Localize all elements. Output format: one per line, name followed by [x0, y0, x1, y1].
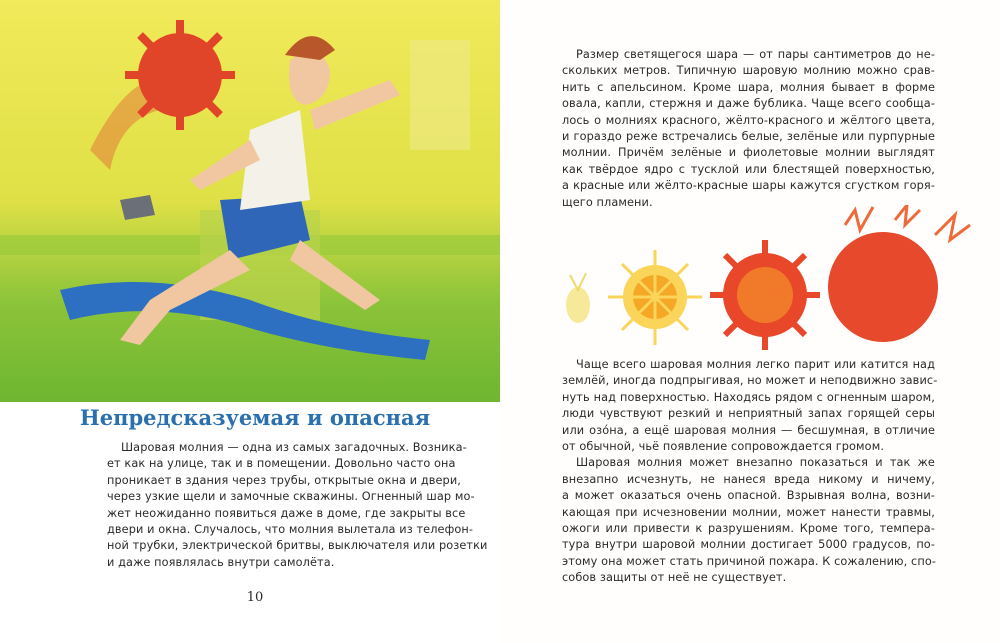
text-line: Чаще всего шаровая молния легко парит или катится над [576, 358, 935, 371]
text-line: а может оказаться очень опасной. Взрывная волна, возни- [562, 489, 935, 503]
text-line: собов защиты от неё не существует. [562, 571, 787, 585]
text-line: а красные или жёлто-красные шары кажутся сгустком горя- [562, 179, 935, 193]
text-line: люди чувствуют резкий и неприятный запах горящей серы [562, 407, 935, 421]
page-number: 10 [246, 590, 264, 605]
text-line: или озóна, а ещё шаровая молния — бесшумная, в отличие [562, 423, 935, 437]
text-line: от обычной, чьё появление сопровождается громом. [562, 440, 885, 454]
ball-lightning-icon [125, 20, 235, 130]
text-line: как твёрдое ядро с тусклой или блестящей поверхностью, [562, 162, 935, 176]
text-line: ожоги или привести к разрушениям. Кроме того, темпера- [562, 522, 935, 536]
drop-lightning-icon [566, 273, 590, 323]
text-line: Шаровая молния может внезапно показаться и так же [576, 456, 935, 470]
body-text-right-top [562, 47, 935, 211]
text-line: лось о молниях красного, жёлто-красного и жёлтого цвета, [562, 113, 935, 127]
text-line: и даже появлялась внутри самолёта. [107, 555, 335, 569]
section-heading: Непредсказуемая и опасная [79, 405, 431, 430]
illustration-man-fleeing-ball-lightning [0, 0, 500, 402]
body-text-right-bottom [562, 357, 938, 587]
text-line: двери и окна. Случалось, что молния вылетала из телефон- [107, 523, 474, 537]
red-ball-lightning-icon [828, 205, 970, 342]
yellow-sun-icon [608, 250, 702, 345]
text-line: Шаровая молния — одна из самых загадочных. Возника- [121, 441, 467, 454]
text-line: нуть над поверхностью. Находясь рядом с огненным шаром, [562, 390, 935, 404]
text-line: тура внутри шаровой молнии достигает 5000 градусов, по- [562, 538, 935, 552]
text-line: ной трубки, электрической бритвы, выключателя или розетки [107, 539, 488, 553]
text-line: жет неожиданно появиться даже в доме, где закрыты все [107, 506, 466, 520]
text-line: ет как на улице, так и в помещении. Довольно часто она [107, 457, 456, 471]
text-line: проникает в здания через трубы, открытые окна и двери, [107, 473, 461, 487]
text-line: и гораздо реже встречались белые, зелёные или пурпурные [562, 130, 935, 144]
text-line: овала, капли, стержня и даже бублика. Чаще всего сообща- [562, 97, 935, 111]
text-line: нить с апельсином. Кроме шара, молния бывает в форме [562, 80, 935, 94]
body-text-left [107, 440, 488, 571]
text-line: землёй, иногда подпрыгивая, но может и неподвижно завис- [562, 374, 938, 388]
text-line: кающая при исчезновении молнии, может нанести травмы, [562, 505, 935, 519]
text-line: скольких метров. Типичную шаровую молнию можно срав- [562, 64, 935, 78]
illustration-ball-lightning-types [555, 205, 1000, 355]
text-line: молнии. Причём зелёные и фиолетовые молнии выглядят [562, 146, 935, 160]
text-line: этому она может стать причиной пожара. К сожалению, спо- [562, 554, 937, 568]
text-line: внезапно исчезнуть, не нанеся вреда никому и ничему, [562, 472, 935, 486]
text-line: щего пламени. [562, 195, 653, 209]
orange-sun-icon [710, 240, 820, 350]
right-page [500, 0, 1000, 643]
text-line: через узкие щели и замочные скважины. Огненный шар мо- [107, 490, 475, 504]
text-line: Размер светящегося шара — от пары сантиметров до не- [576, 48, 935, 61]
